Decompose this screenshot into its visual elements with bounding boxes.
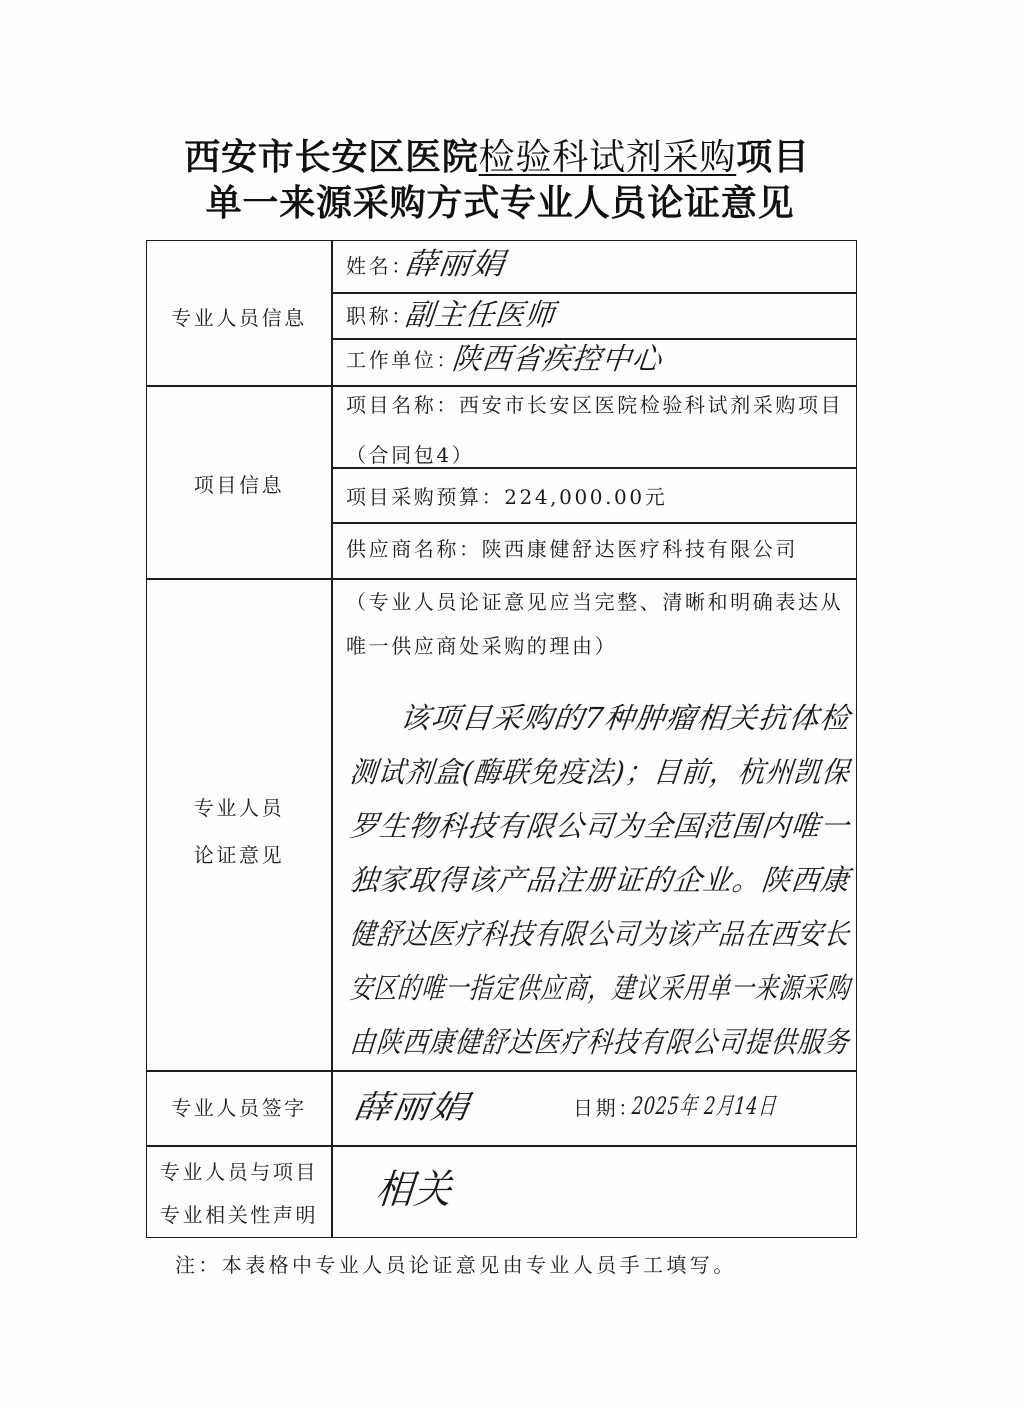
handwritten-opinion-line: 由陕西康健舒达医疗科技有限公司提供服务 xyxy=(348,1025,852,1059)
relevance-label-line-2: 专业相关性声明 xyxy=(159,1203,319,1227)
footnote: 注：本表格中专业人员论证意见由专业人员手工填写。 xyxy=(175,1253,737,1277)
supplier-name: 供应商名称：陕西康健舒达医疗科技有限公司 xyxy=(346,537,798,561)
opinion-instruction-line-2: 唯一供应商处采购的理由） xyxy=(346,634,618,658)
handwritten-relevance-value: 相关 xyxy=(373,1167,455,1213)
name-label: 姓名： xyxy=(346,254,414,278)
handwritten-signature: 薛丽娟 xyxy=(351,1088,472,1126)
column-divider xyxy=(331,240,333,1238)
handwritten-opinion-line: 罗生物科技有限公司为全国范围内唯一 xyxy=(348,809,852,843)
signature-label: 专业人员签字 xyxy=(171,1096,307,1120)
handwritten-opinion-line: 测试剂盒(酶联免疫法)；目前，杭州凯保 xyxy=(348,755,852,789)
job-title-handwritten-value: 副主任医师 xyxy=(403,298,557,333)
opinion-instruction-line-1: （专业人员论证意见应当完整、清晰和明确表达从 xyxy=(346,590,844,614)
expert-info-label: 专业人员信息 xyxy=(171,306,307,330)
project-name-line-2: （合同包4） xyxy=(346,443,475,467)
relevance-label-line-1: 专业人员与项目 xyxy=(159,1160,319,1184)
work-unit-handwritten-value: 陕西省疾控中心 xyxy=(450,342,664,377)
title-prefix: 西安市长安区医院 xyxy=(184,137,479,178)
handwritten-opinion-line: 安区的唯一指定供应商，建议采用单一来源采购 xyxy=(348,971,852,1005)
title-suffix: 项目 xyxy=(736,137,810,178)
document-title-line-2: 单一来源采购方式专业人员论证意见 xyxy=(205,183,795,224)
section-divider xyxy=(146,385,857,387)
handwritten-date: 2025年 2月14日 xyxy=(630,1092,778,1120)
date-label: 日期： xyxy=(573,1096,641,1120)
section-divider xyxy=(146,1070,857,1072)
handwritten-opinion-line: 独家取得该产品注册证的企业。陕西康 xyxy=(348,863,852,897)
project-budget: 项目采购预算：224,000.00元 xyxy=(346,485,668,509)
section-divider xyxy=(146,1145,857,1147)
project-info-label: 项目信息 xyxy=(193,473,285,497)
handwritten-opinion-line: 该项目采购的7种肿瘤相关抗体检 xyxy=(398,701,853,735)
opinion-label-line-2: 论证意见 xyxy=(193,843,285,867)
handwritten-opinion-line: 健舒达医疗科技有限公司为该产品在西安长 xyxy=(348,917,852,951)
title-underlined-segment: 检验科试剂采购 xyxy=(478,137,737,178)
name-handwritten-value: 薛丽娟 xyxy=(403,247,508,282)
document-title-line-1 xyxy=(0,136,994,180)
work-unit-label: 工作单位： xyxy=(346,348,459,372)
row-divider xyxy=(331,522,857,524)
row-divider xyxy=(331,292,857,294)
opinion-label-line-1: 专业人员 xyxy=(193,796,285,820)
project-name-line-1: 项目名称：西安市长安区医院检验科试剂采购项目 xyxy=(346,393,844,417)
handwritten-opinion xyxy=(350,691,856,1069)
section-divider xyxy=(146,578,857,580)
job-title-label: 职称： xyxy=(346,304,414,328)
